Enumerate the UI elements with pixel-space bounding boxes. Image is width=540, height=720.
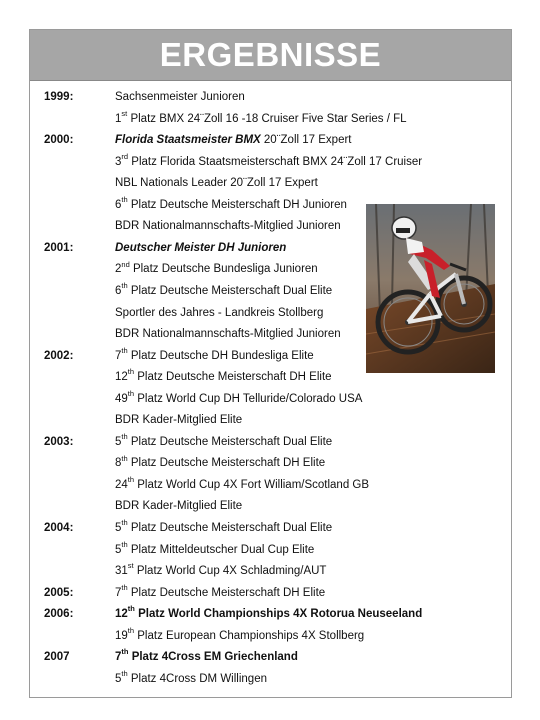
- result-row: [30, 496, 511, 516]
- result-text: [115, 152, 422, 172]
- result-text-part: 6: [115, 198, 122, 211]
- result-text-part: Platz Deutsche Meisterschaft Dual Elite: [127, 435, 333, 448]
- result-row: [30, 604, 511, 624]
- result-text: [115, 216, 341, 236]
- result-text-part: Deutscher Meister DH Junioren: [115, 241, 287, 254]
- ordinal-suffix: nd: [121, 259, 130, 269]
- ordinal-suffix: th: [127, 475, 135, 485]
- ordinal-suffix: th: [121, 539, 128, 549]
- result-text-part: 49: [115, 392, 128, 405]
- result-year: 2006:: [44, 608, 74, 621]
- result-text: [115, 432, 332, 452]
- result-text-part: Platz Deutsche Meisterschaft Dual Elite: [127, 284, 333, 297]
- ordinal-suffix: st: [127, 561, 134, 571]
- result-text-part: 5: [115, 543, 122, 556]
- result-row: [30, 518, 511, 538]
- result-row: [30, 475, 511, 495]
- result-text: [115, 583, 325, 603]
- result-year: 1999:: [44, 91, 74, 103]
- ordinal-suffix: th: [121, 518, 128, 528]
- ordinal-suffix: th: [121, 453, 128, 463]
- result-text-part: 5: [115, 672, 122, 685]
- result-text: [115, 496, 242, 516]
- result-text-part: BDR Kader-Mitglied Elite: [115, 414, 243, 427]
- result-row: [30, 583, 511, 603]
- result-text: [115, 647, 298, 667]
- result-year: 2007: [44, 651, 70, 664]
- result-year: 2005:: [44, 586, 74, 599]
- result-text-part: 12: [115, 371, 128, 384]
- result-row: [30, 453, 511, 473]
- result-text: [115, 561, 326, 581]
- result-year: 2002:: [44, 349, 74, 362]
- results-panel: [29, 29, 512, 698]
- result-text: [115, 475, 369, 495]
- ordinal-suffix: st: [121, 108, 128, 118]
- result-text-part: Platz Deutsche Meisterschaft Dual Elite: [127, 522, 333, 534]
- result-text-part: Platz European Championships 4X Stollberg: [134, 629, 365, 642]
- result-text-part: 1: [115, 112, 122, 125]
- result-text: [115, 303, 323, 323]
- result-text-part: 8: [115, 457, 122, 470]
- result-text-part: Platz Deutsche Bundesliga Junioren: [129, 263, 318, 276]
- rider-photo: [366, 204, 495, 373]
- ordinal-suffix: th: [127, 388, 135, 398]
- result-text: [115, 518, 332, 538]
- ordinal-suffix: th: [121, 431, 128, 441]
- result-text-part: 7: [115, 349, 122, 362]
- result-row: [30, 561, 511, 581]
- result-text: [115, 389, 362, 409]
- result-row: [30, 389, 511, 409]
- result-text-part: Platz Deutsche Meisterschaft DH Elite: [127, 586, 326, 599]
- result-text-part: 6: [115, 284, 122, 297]
- result-text-part: BDR Nationalmannschafts-Mitglied Junioren: [115, 220, 341, 233]
- result-row: [30, 109, 511, 129]
- result-text-part: 31: [115, 565, 128, 578]
- result-text-part: 2: [115, 263, 122, 276]
- result-row: [30, 130, 511, 150]
- result-text: [115, 259, 318, 279]
- result-text: [115, 238, 286, 258]
- page-title: ERGEBNISSE: [30, 30, 511, 80]
- result-row: [30, 669, 511, 689]
- result-text-part: 3: [115, 155, 122, 168]
- result-row: [30, 540, 511, 560]
- ordinal-suffix: rd: [121, 151, 129, 161]
- result-text: [115, 281, 332, 301]
- result-text-part: Platz 4Cross EM Griechenland: [128, 651, 298, 664]
- result-text: [115, 604, 422, 624]
- result-text-part: Platz Mitteldeutscher Dual Cup Elite: [127, 543, 315, 556]
- ordinal-suffix: th: [121, 647, 129, 657]
- result-year: 2004:: [44, 522, 74, 534]
- result-row: [30, 152, 511, 172]
- result-text: [115, 346, 314, 366]
- result-text-part: 20¨Zoll 17 Expert: [260, 134, 352, 147]
- ordinal-suffix: th: [121, 194, 128, 204]
- result-text-part: 7: [115, 586, 122, 599]
- result-row: [30, 432, 511, 452]
- ordinal-suffix: th: [127, 604, 135, 614]
- result-text-part: Platz Deutsche Meisterschaft DH Elite: [127, 457, 326, 470]
- ordinal-suffix: th: [127, 367, 135, 377]
- result-row: [30, 626, 511, 646]
- result-text-part: Platz Florida Staatsmeisterschaft BMX 24¨Zoll 17 Cruiser: [128, 155, 423, 168]
- ordinal-suffix: th: [121, 669, 128, 679]
- result-text-part: BDR Kader-Mitglied Elite: [115, 500, 243, 513]
- result-row: [30, 647, 511, 667]
- result-text-part: Sachsenmeister Junioren: [115, 91, 245, 103]
- result-text: [115, 87, 245, 107]
- ordinal-suffix: th: [127, 625, 135, 635]
- result-year: 2003:: [44, 435, 74, 448]
- result-row: [30, 410, 511, 430]
- result-text-part: 24: [115, 478, 128, 491]
- result-text-part: Platz Deutsche Meisterschaft DH Junioren: [127, 198, 347, 211]
- result-text-part: Platz Deutsche DH Bundesliga Elite: [127, 349, 314, 362]
- ordinal-suffix: th: [121, 345, 128, 355]
- result-text-part: Platz World Championships 4X Rotorua Neuseeland: [134, 608, 423, 621]
- result-text: [115, 173, 318, 193]
- result-text-part: 5: [115, 522, 122, 534]
- result-text: [115, 130, 351, 150]
- result-text: [115, 410, 242, 430]
- result-text-part: 19: [115, 629, 128, 642]
- result-row: [30, 87, 511, 107]
- result-text-part: 12: [115, 608, 128, 621]
- result-year: 2000:: [44, 134, 74, 147]
- result-text: [115, 367, 332, 387]
- header-divider: [30, 80, 511, 81]
- result-text: [115, 324, 341, 344]
- result-row: [30, 173, 511, 193]
- ordinal-suffix: th: [121, 582, 128, 592]
- result-year: 2001:: [44, 241, 74, 254]
- result-text-part: Platz World Cup DH Telluride/Colorado USA: [134, 392, 363, 405]
- result-text-part: NBL Nationals Leader 20¨Zoll 17 Expert: [115, 177, 318, 190]
- result-text-part: Sportler des Jahres - Landkreis Stollberg: [115, 306, 324, 319]
- result-text: [115, 109, 407, 129]
- result-text-part: Platz World Cup 4X Fort William/Scotland GB: [134, 478, 370, 491]
- result-text: [115, 669, 267, 689]
- result-text-part: 5: [115, 435, 122, 448]
- result-text-part: Platz BMX 24¨Zoll 16 -18 Cruiser Five Star Series / FL: [127, 112, 407, 125]
- result-text: [115, 626, 364, 646]
- result-text: [115, 540, 314, 560]
- result-text-part: Platz World Cup 4X Schladming/AUT: [133, 565, 327, 578]
- result-text-part: Platz Deutsche Meisterschaft DH Elite: [134, 371, 332, 384]
- result-text-part: BDR Nationalmannschafts-Mitglied Junioren: [115, 328, 341, 341]
- result-text-part: Platz 4Cross DM Willingen: [127, 672, 267, 685]
- result-text-part: 7: [115, 651, 122, 664]
- ordinal-suffix: th: [121, 281, 128, 291]
- result-text: [115, 195, 347, 215]
- result-text: [115, 453, 325, 473]
- result-text-part: Florida Staatsmeister BMX: [115, 134, 261, 147]
